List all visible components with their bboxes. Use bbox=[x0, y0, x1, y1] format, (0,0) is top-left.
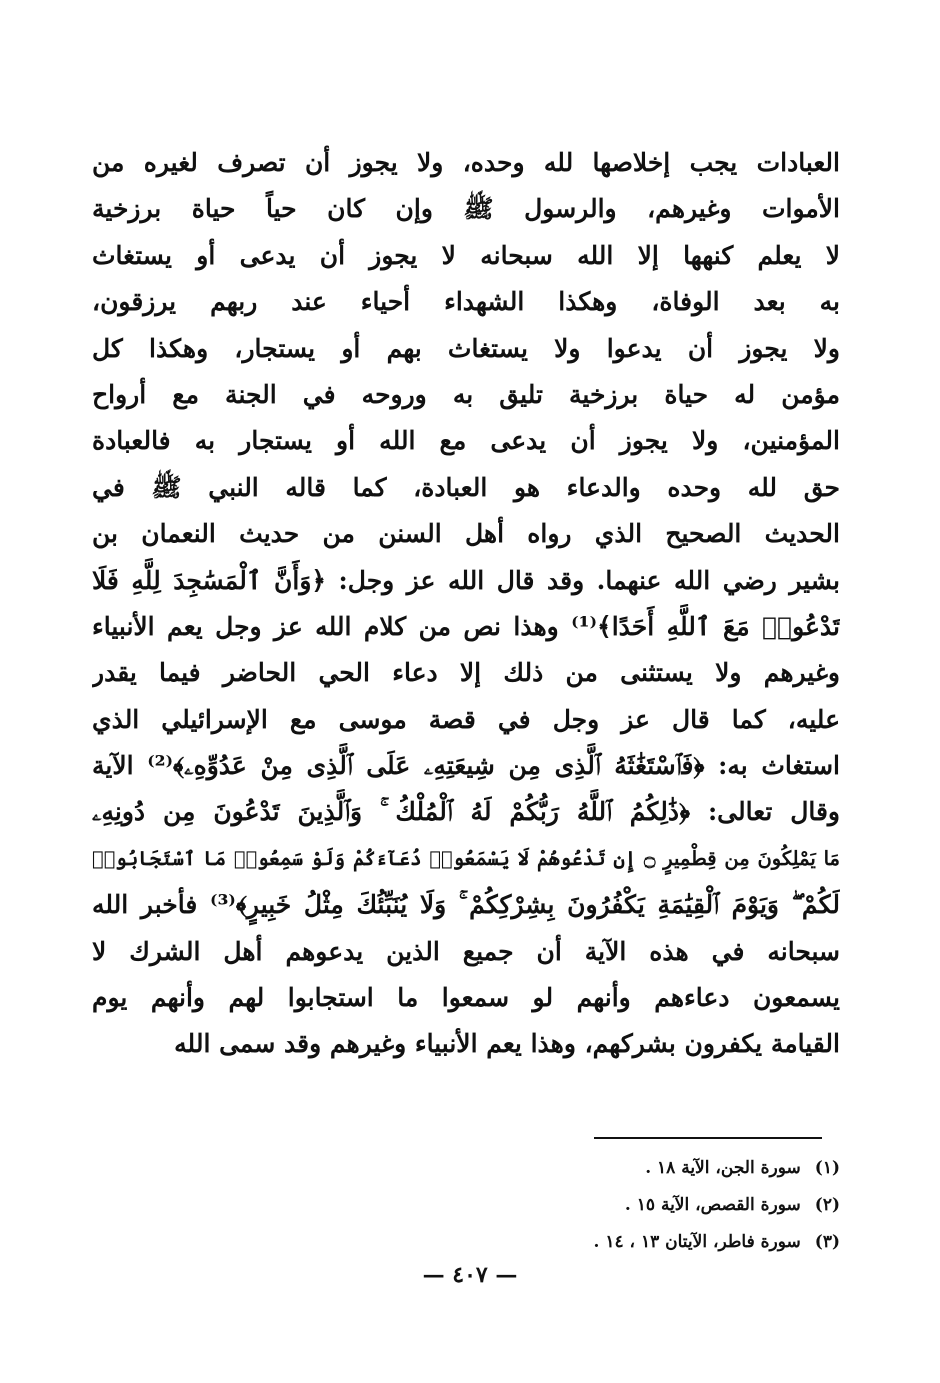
text-line: يسمعون دعاءهم وأنهم لو سمعوا ما استجابوا لهم وأنهم يوم bbox=[92, 983, 840, 1013]
body-text bbox=[92, 140, 840, 1068]
text-line: المؤمنين، ولا يجوز أن يدعى مع الله أو يستجار به فالعبادة bbox=[92, 426, 840, 456]
text-line: العبادات يجب إخلاصها لله وحده، ولا يجوز أن تصرف لغيره من bbox=[92, 148, 840, 177]
text-line: حق لله وحده والدعاء هو العبادة، كما قاله النبي ﷺ في bbox=[92, 472, 840, 502]
footnote bbox=[420, 1150, 840, 1187]
text-line: سبحانه في هذه الآية أن جميع الذين يدعوهم أهل الشرك لا bbox=[92, 936, 840, 966]
footnote-divider bbox=[594, 1137, 822, 1139]
text-line: بشير رضي الله عنهما. وقد قال الله عز وجل: ﴿وَأَنَّ ٱلْمَسَٰجِدَ لِلَّهِ فَلَا bbox=[92, 565, 840, 595]
footnote-number: (٢) bbox=[814, 1195, 840, 1215]
text-line: ولا يجوز أن يدعوا ولا يستغاث بهم أو يستجار، وهكذا كل bbox=[92, 333, 840, 363]
text-line: به بعد الوفاة، وهكذا الشهداء أحياء عند ربهم يرزقون، bbox=[92, 287, 840, 317]
footnote bbox=[420, 1187, 840, 1224]
footnote-text: سورة الجن، الآية ١٨ . bbox=[645, 1158, 801, 1178]
text-line: لا يعلم كنهها إلا الله سبحانه لا يجوز أن يدعى أو يستغاث bbox=[92, 240, 840, 270]
footnote-number: (٣) bbox=[814, 1232, 840, 1252]
footnotes bbox=[420, 1150, 840, 1261]
text-line: مؤمن له حياة برزخية تليق به وروحه في الجنة مع أرواح bbox=[92, 379, 840, 409]
footnote bbox=[420, 1224, 840, 1261]
text-line: مَا يَمْلِكُونَ مِن قِطْمِيرٍ ۝ إِن تَدْعُوهُمْ لَا يَسْمَعُوا۟ دُعَآءَكُمْ وَلَوْ سَمِعُوا۟ مَا ٱسْتَجَابُوا۟ bbox=[92, 846, 840, 870]
text-line: تَدْعُوا۟ مَعَ ٱللَّهِ أَحَدًا﴾⁽¹⁾ وهذا نص من كلام الله عز وجل يعم الأنبياء bbox=[92, 611, 840, 641]
footnote-number: (١) bbox=[814, 1158, 840, 1178]
text-line: القيامة يكفرون بشركهم، وهذا يعم الأنبياء وغيرهم وقد سمى الله bbox=[174, 1029, 840, 1059]
text-line: استغاث به: ﴿فَٱسْتَغَٰثَهُ ٱلَّذِى مِن شِيعَتِهِۦ عَلَى ٱلَّذِى مِنْ عَدُوِّهِۦ﴾⁽²⁾ الآية bbox=[92, 751, 840, 781]
footnote-text: سورة فاطر، الآيتان ١٣ ، ١٤ . bbox=[593, 1232, 801, 1252]
page-number: — ٤٠٧ — bbox=[422, 1262, 518, 1288]
text-line: وقال تعالى: ﴿ذَٰلِكُمُ ٱللَّهُ رَبُّكُمْ لَهُ ٱلْمُلْكُ ۚ وَٱلَّذِينَ تَدْعُونَ مِن دُونِهِۦ bbox=[92, 797, 840, 827]
text-line: عليه، كما قال عز وجل في قصة موسى مع الإسرائيلي الذي bbox=[92, 704, 840, 734]
text-line: لَكُمْ ۖ وَيَوْمَ ٱلْقِيَٰمَةِ يَكْفُرُونَ بِشِرْكِكُمْ ۚ وَلَا يُنَبِّئُكَ مِثْلُ خَبِيرٍ﴾⁽³⁾ فأخبر الله bbox=[92, 890, 840, 920]
footnote-text: سورة القصص، الآية ١٥ . bbox=[624, 1195, 801, 1215]
text-line: وغيرهم ولا يستثنى من ذلك إلا دعاء الحي الحاضر فيما يقدر bbox=[92, 658, 840, 688]
text-line: الحديث الصحيح الذي رواه أهل السنن من حديث النعمان بن bbox=[92, 519, 840, 549]
text-line: الأموات وغيرهم، والرسول ﷺ وإن كان حياً حياة برزخية bbox=[92, 194, 840, 224]
